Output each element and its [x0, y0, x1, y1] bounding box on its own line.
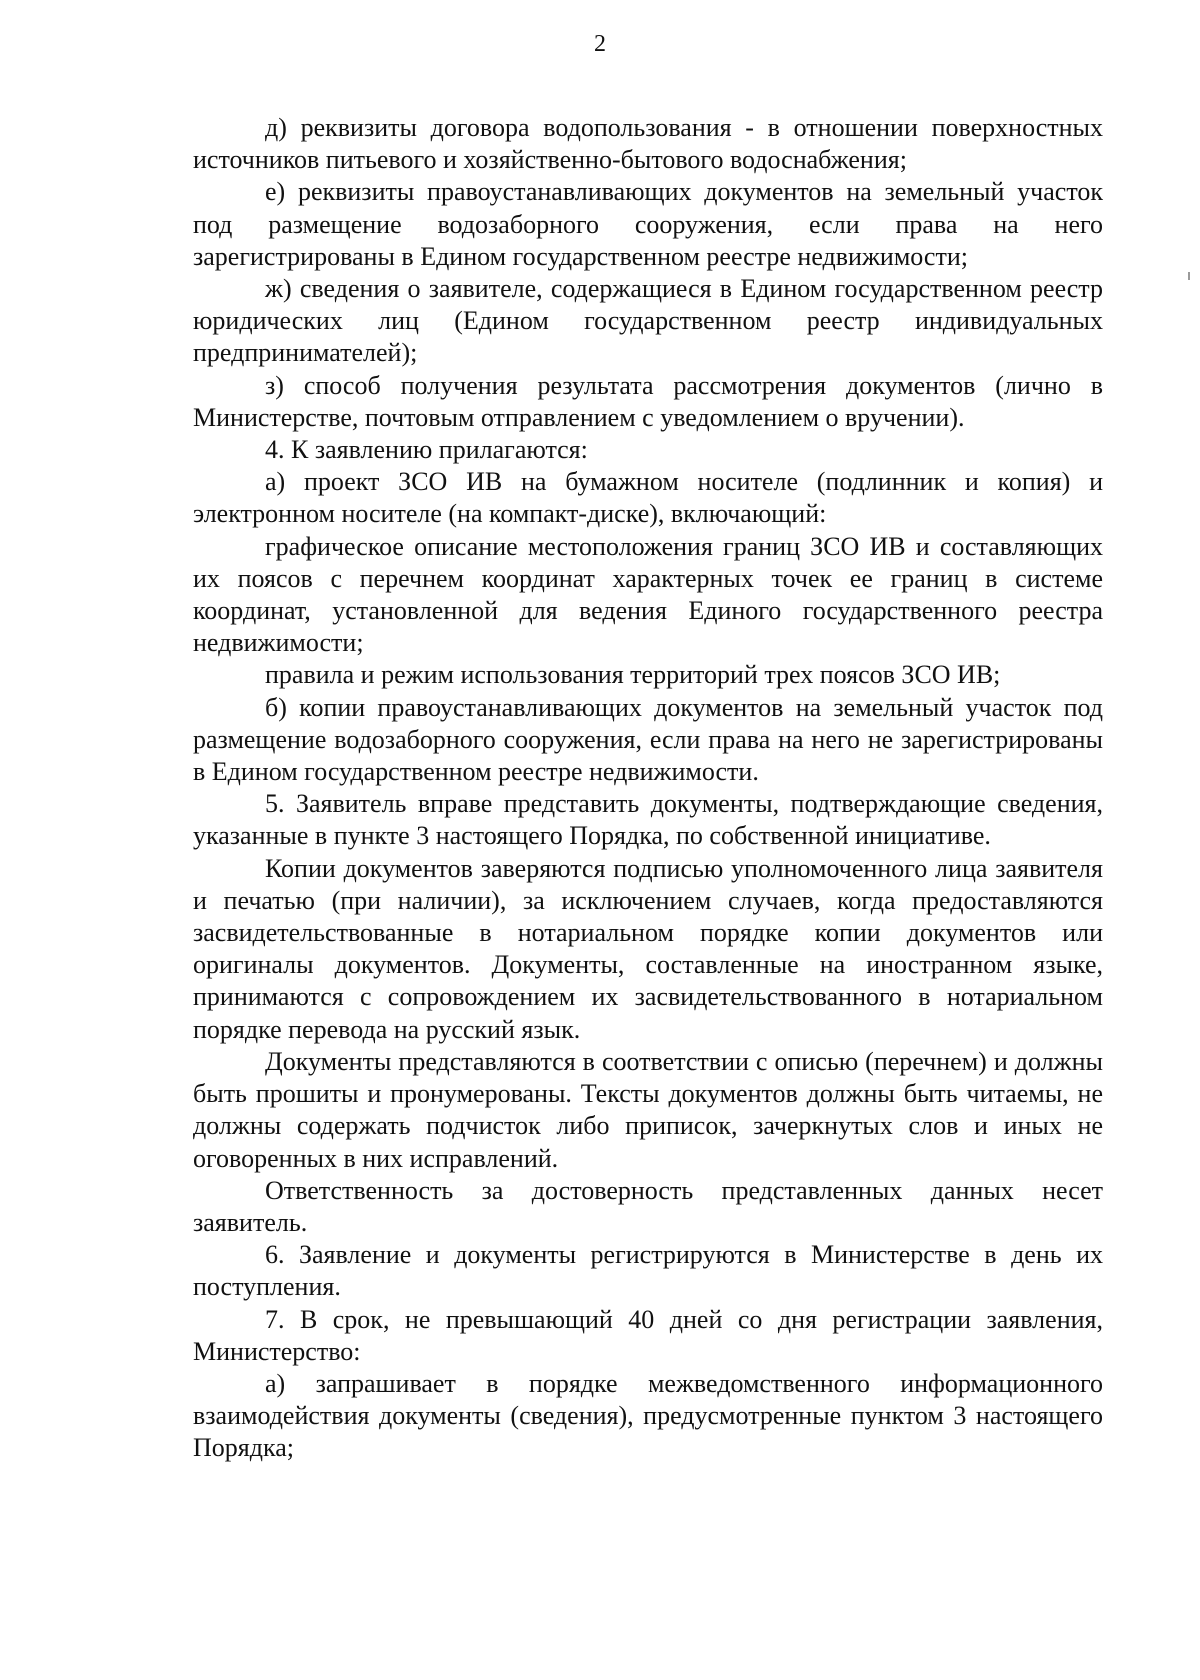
paragraph-graphic-boundary-description: графическое описание местоположения границ ЗСО ИВ и составляющих их поясов с перечнем координат характерных точек ее границ в системе координат, установленной для ведения Единого государственного реестра недвижимости; [193, 531, 1103, 658]
paragraph-document-inventory-requirements: Документы представляются в соответствии с описью (перечнем) и должны быть прошиты и пронумерованы. Тексты документов должны быть читаемы, не должны содержать подчисток либо приписок, зачеркнутых слов и иных не оговоренных в них исправлений. [193, 1046, 1103, 1173]
page-number: 2 [594, 31, 606, 57]
paragraph-document-copies-certification: Копии документов заверяются подписью уполномоченного лица заявителя и печатью (при наличии), за исключением случаев, когда предоставляются засвидетельствованные в нотариальном порядке копии документов или оригиналы документов. Документы, составленные на иностранном языке, принимаются с сопровождением их засвидетельствованного в нотариальном порядке перевода на русский язык. [193, 853, 1103, 1044]
paragraph-d-water-use-agreement: д) реквизиты договора водопользования - в отношении поверхностных источников питьевого и хозяйственно-бытового водоснабжения; [193, 113, 1103, 175]
paragraph-z-result-delivery-method: з) способ получения результата рассмотрения документов (лично в Министерстве, почтовым отправлением с уведомлением о вручении). [193, 370, 1103, 432]
paragraph-applicant-responsibility: Ответственность за достоверность представленных данных несет заявитель. [193, 1175, 1103, 1237]
paragraph-7a-interagency-request: а) запрашивает в порядке межведомственного информационного взаимодействия документы (сведения), предусмотренные пунктом 3 настоящего Порядка; [193, 1368, 1103, 1463]
scan-margin-mark [1188, 272, 1190, 280]
paragraph-5-applicant-rights: 5. Заявитель вправе представить документы, подтверждающие сведения, указанные в пункте 3 настоящего Порядка, по собственной инициативе. [193, 789, 1103, 851]
paragraph-4b-land-title-copies: б) копии правоустанавливающих документов на земельный участок под размещение водозаборного сооружения, если права на него не зарегистрированы в Едином государственном реестре недвижимости. [193, 692, 1103, 787]
paragraph-zone-usage-rules: правила и режим использования территорий трех поясов ЗСО ИВ; [265, 660, 1001, 690]
paragraph-zh-applicant-information: ж) сведения о заявителе, содержащиеся в Едином государственном реестр юридических лиц (Едином государственном реестр индивидуальных предпринимателей); [193, 274, 1103, 368]
paragraph-4a-project-documents: а) проект ЗСО ИВ на бумажном носителе (подлинник и копия) и электронном носителе (на компакт-диске), включающий: [193, 467, 1103, 529]
document-body [193, 112, 1103, 1465]
paragraph-e-land-title-documents: е) реквизиты правоустанавливающих документов на земельный участок под размещение водозаборного сооружения, если права на него зарегистрированы в Едином государственном реестре недвижимости; [193, 177, 1103, 271]
paragraph-4-attachments-heading: 4. К заявлению прилагаются: [265, 435, 588, 465]
paragraph-6-registration: 6. Заявление и документы регистрируются в Министерстве в день их поступления. [193, 1240, 1103, 1302]
paragraph-7-ministry-deadline: 7. В срок, не превышающий 40 дней со дня регистрации заявления, Министерство: [193, 1304, 1103, 1366]
